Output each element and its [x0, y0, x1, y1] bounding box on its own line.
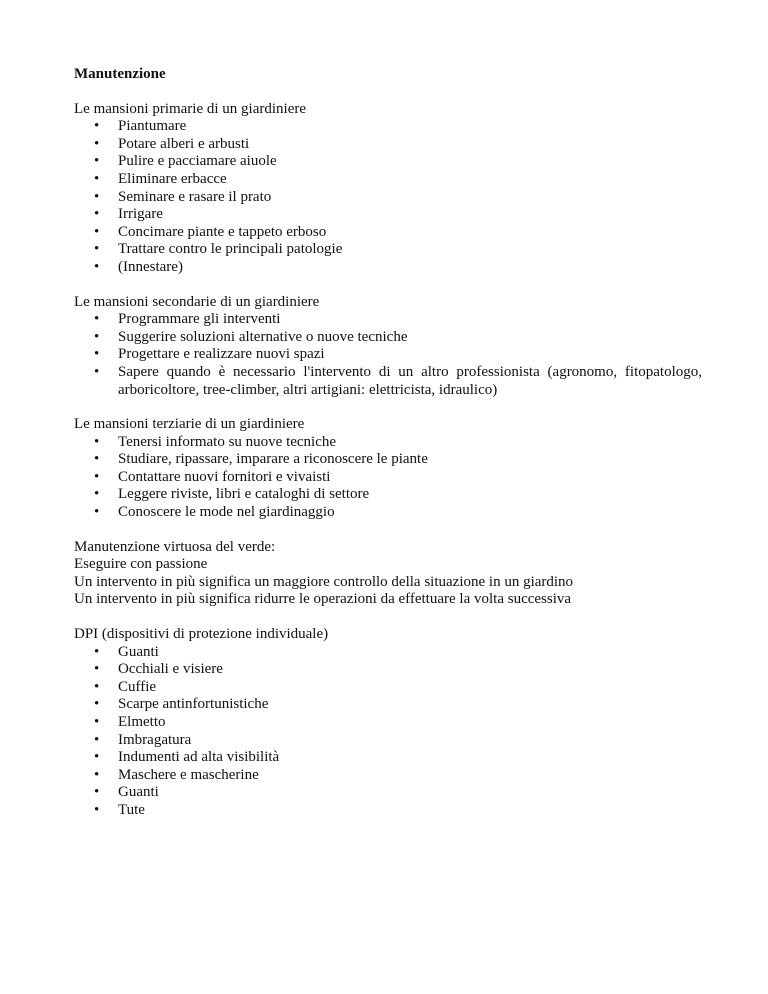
list-item-text: Guanti — [118, 643, 159, 660]
list-item-text: Cuffie — [118, 678, 157, 695]
bullet-list — [74, 311, 702, 399]
list-item-text: Studiare, ripassare, imparare a riconoscere le piante — [118, 451, 428, 468]
bullet-glyph: • — [94, 170, 100, 187]
section-primary-tasks — [74, 101, 702, 277]
list-item-text: Scarpe antinfortunistiche — [118, 696, 269, 713]
bullet-glyph: • — [94, 766, 100, 783]
list-item-text: Indumenti ad alta visibilità — [118, 749, 280, 766]
list-item-text: Suggerire soluzioni alternative o nuove tecniche — [118, 328, 408, 345]
list-item-text: Eliminare erbacce — [118, 170, 227, 187]
list-item — [74, 329, 702, 347]
paragraph-line: Un intervento in più significa un maggiore controllo della situazione in un giardino — [74, 573, 574, 590]
list-item-text: Concimare piante e tappeto erboso — [118, 223, 327, 240]
bullet-list — [74, 644, 702, 820]
bullet-glyph: • — [94, 223, 100, 240]
list-item-text: Irrigare — [118, 206, 163, 223]
list-item — [74, 171, 702, 189]
list-item-text: Programmare gli interventi — [118, 311, 281, 328]
bullet-glyph: • — [94, 661, 100, 678]
bullet-glyph: • — [94, 433, 100, 450]
list-item — [74, 504, 702, 522]
bullet-glyph: • — [94, 468, 100, 485]
list-item — [74, 311, 702, 329]
paragraph-line: Eseguire con passione — [74, 556, 208, 573]
paragraph-line: Manutenzione virtuosa del verde: — [74, 538, 276, 555]
list-item — [74, 749, 702, 767]
list-item — [74, 696, 702, 714]
bullet-glyph: • — [94, 451, 100, 468]
list-item-text: Seminare e rasare il prato — [118, 188, 272, 205]
list-item-text: Trattare contro le principali patologie — [118, 241, 343, 258]
list-item-text: Leggere riviste, libri e cataloghi di settore — [118, 486, 370, 503]
list-item — [74, 153, 702, 171]
section-heading: Le mansioni secondarie di un giardiniere — [74, 293, 320, 310]
section-virtuous-maintenance — [74, 539, 702, 609]
section-heading: Le mansioni primarie di un giardiniere — [74, 100, 307, 117]
list-item — [74, 136, 702, 154]
list-item — [74, 364, 702, 399]
list-item-text: Guanti — [118, 784, 159, 801]
list-item — [74, 118, 702, 136]
bullet-glyph: • — [94, 363, 100, 380]
section-tertiary-tasks — [74, 416, 702, 522]
bullet-glyph: • — [94, 241, 100, 258]
bullet-glyph: • — [94, 801, 100, 818]
list-item — [74, 241, 702, 259]
list-item — [74, 451, 702, 469]
list-item — [74, 486, 702, 504]
list-item-text: Occhiali e visiere — [118, 661, 223, 678]
list-item — [74, 802, 702, 820]
list-item-text: Contattare nuovi fornitori e vivaisti — [118, 468, 331, 485]
list-item-text: Maschere e mascherine — [118, 766, 259, 783]
list-item-text: Tute — [118, 801, 145, 818]
bullet-glyph: • — [94, 784, 100, 801]
list-item — [74, 661, 702, 679]
list-item-text: (Innestare) — [118, 258, 183, 275]
bullet-glyph: • — [94, 258, 100, 275]
bullet-list — [74, 118, 702, 276]
bullet-glyph: • — [94, 504, 100, 521]
document-title: Manutenzione — [74, 66, 166, 82]
list-item — [74, 469, 702, 487]
bullet-glyph: • — [94, 118, 100, 135]
bullet-list — [74, 434, 702, 522]
list-item-text: Pulire e pacciamare aiuole — [118, 153, 277, 170]
list-item-text: Imbragatura — [118, 731, 192, 748]
bullet-glyph: • — [94, 678, 100, 695]
section-secondary-tasks — [74, 294, 702, 400]
list-item — [74, 189, 702, 207]
section-heading: DPI (dispositivi di protezione individuale) — [74, 626, 329, 643]
bullet-glyph: • — [94, 311, 100, 328]
bullet-glyph: • — [94, 206, 100, 223]
bullet-glyph: • — [94, 346, 100, 363]
bullet-glyph: • — [94, 643, 100, 660]
bullet-glyph: • — [94, 486, 100, 503]
list-item — [74, 732, 702, 750]
list-item — [74, 434, 702, 452]
bullet-glyph: • — [94, 749, 100, 766]
section-heading: Le mansioni terziarie di un giardiniere — [74, 416, 305, 433]
list-item-text: Piantumare — [118, 118, 187, 135]
list-item-text: Conoscere le mode nel giardinaggio — [118, 504, 335, 521]
section-dpi — [74, 626, 702, 820]
list-item — [74, 679, 702, 697]
list-item — [74, 644, 702, 662]
list-item-text: Sapere quando è necessario l'intervento di un altro professionista (agronomo, fitopatologo, arboricoltore, tree-climber, altri artigiani: elettricista, idraulico) — [118, 363, 702, 398]
list-item-text: Tenersi informato su nuove tecniche — [118, 433, 337, 450]
list-item — [74, 224, 702, 242]
list-item-text: Progettare e realizzare nuovi spazi — [118, 346, 325, 363]
list-item — [74, 714, 702, 732]
bullet-glyph: • — [94, 696, 100, 713]
list-item — [74, 206, 702, 224]
document-page — [74, 66, 702, 837]
list-item — [74, 767, 702, 785]
bullet-glyph: • — [94, 135, 100, 152]
list-item — [74, 259, 702, 277]
bullet-glyph: • — [94, 731, 100, 748]
list-item — [74, 784, 702, 802]
paragraph-line: Un intervento in più significa ridurre le operazioni da effettuare la volta successiva — [74, 591, 572, 608]
list-item — [74, 346, 702, 364]
bullet-glyph: • — [94, 328, 100, 345]
bullet-glyph: • — [94, 188, 100, 205]
list-item-text: Elmetto — [118, 714, 166, 730]
bullet-glyph: • — [94, 714, 100, 730]
bullet-glyph: • — [94, 153, 100, 170]
list-item-text: Potare alberi e arbusti — [118, 135, 250, 152]
